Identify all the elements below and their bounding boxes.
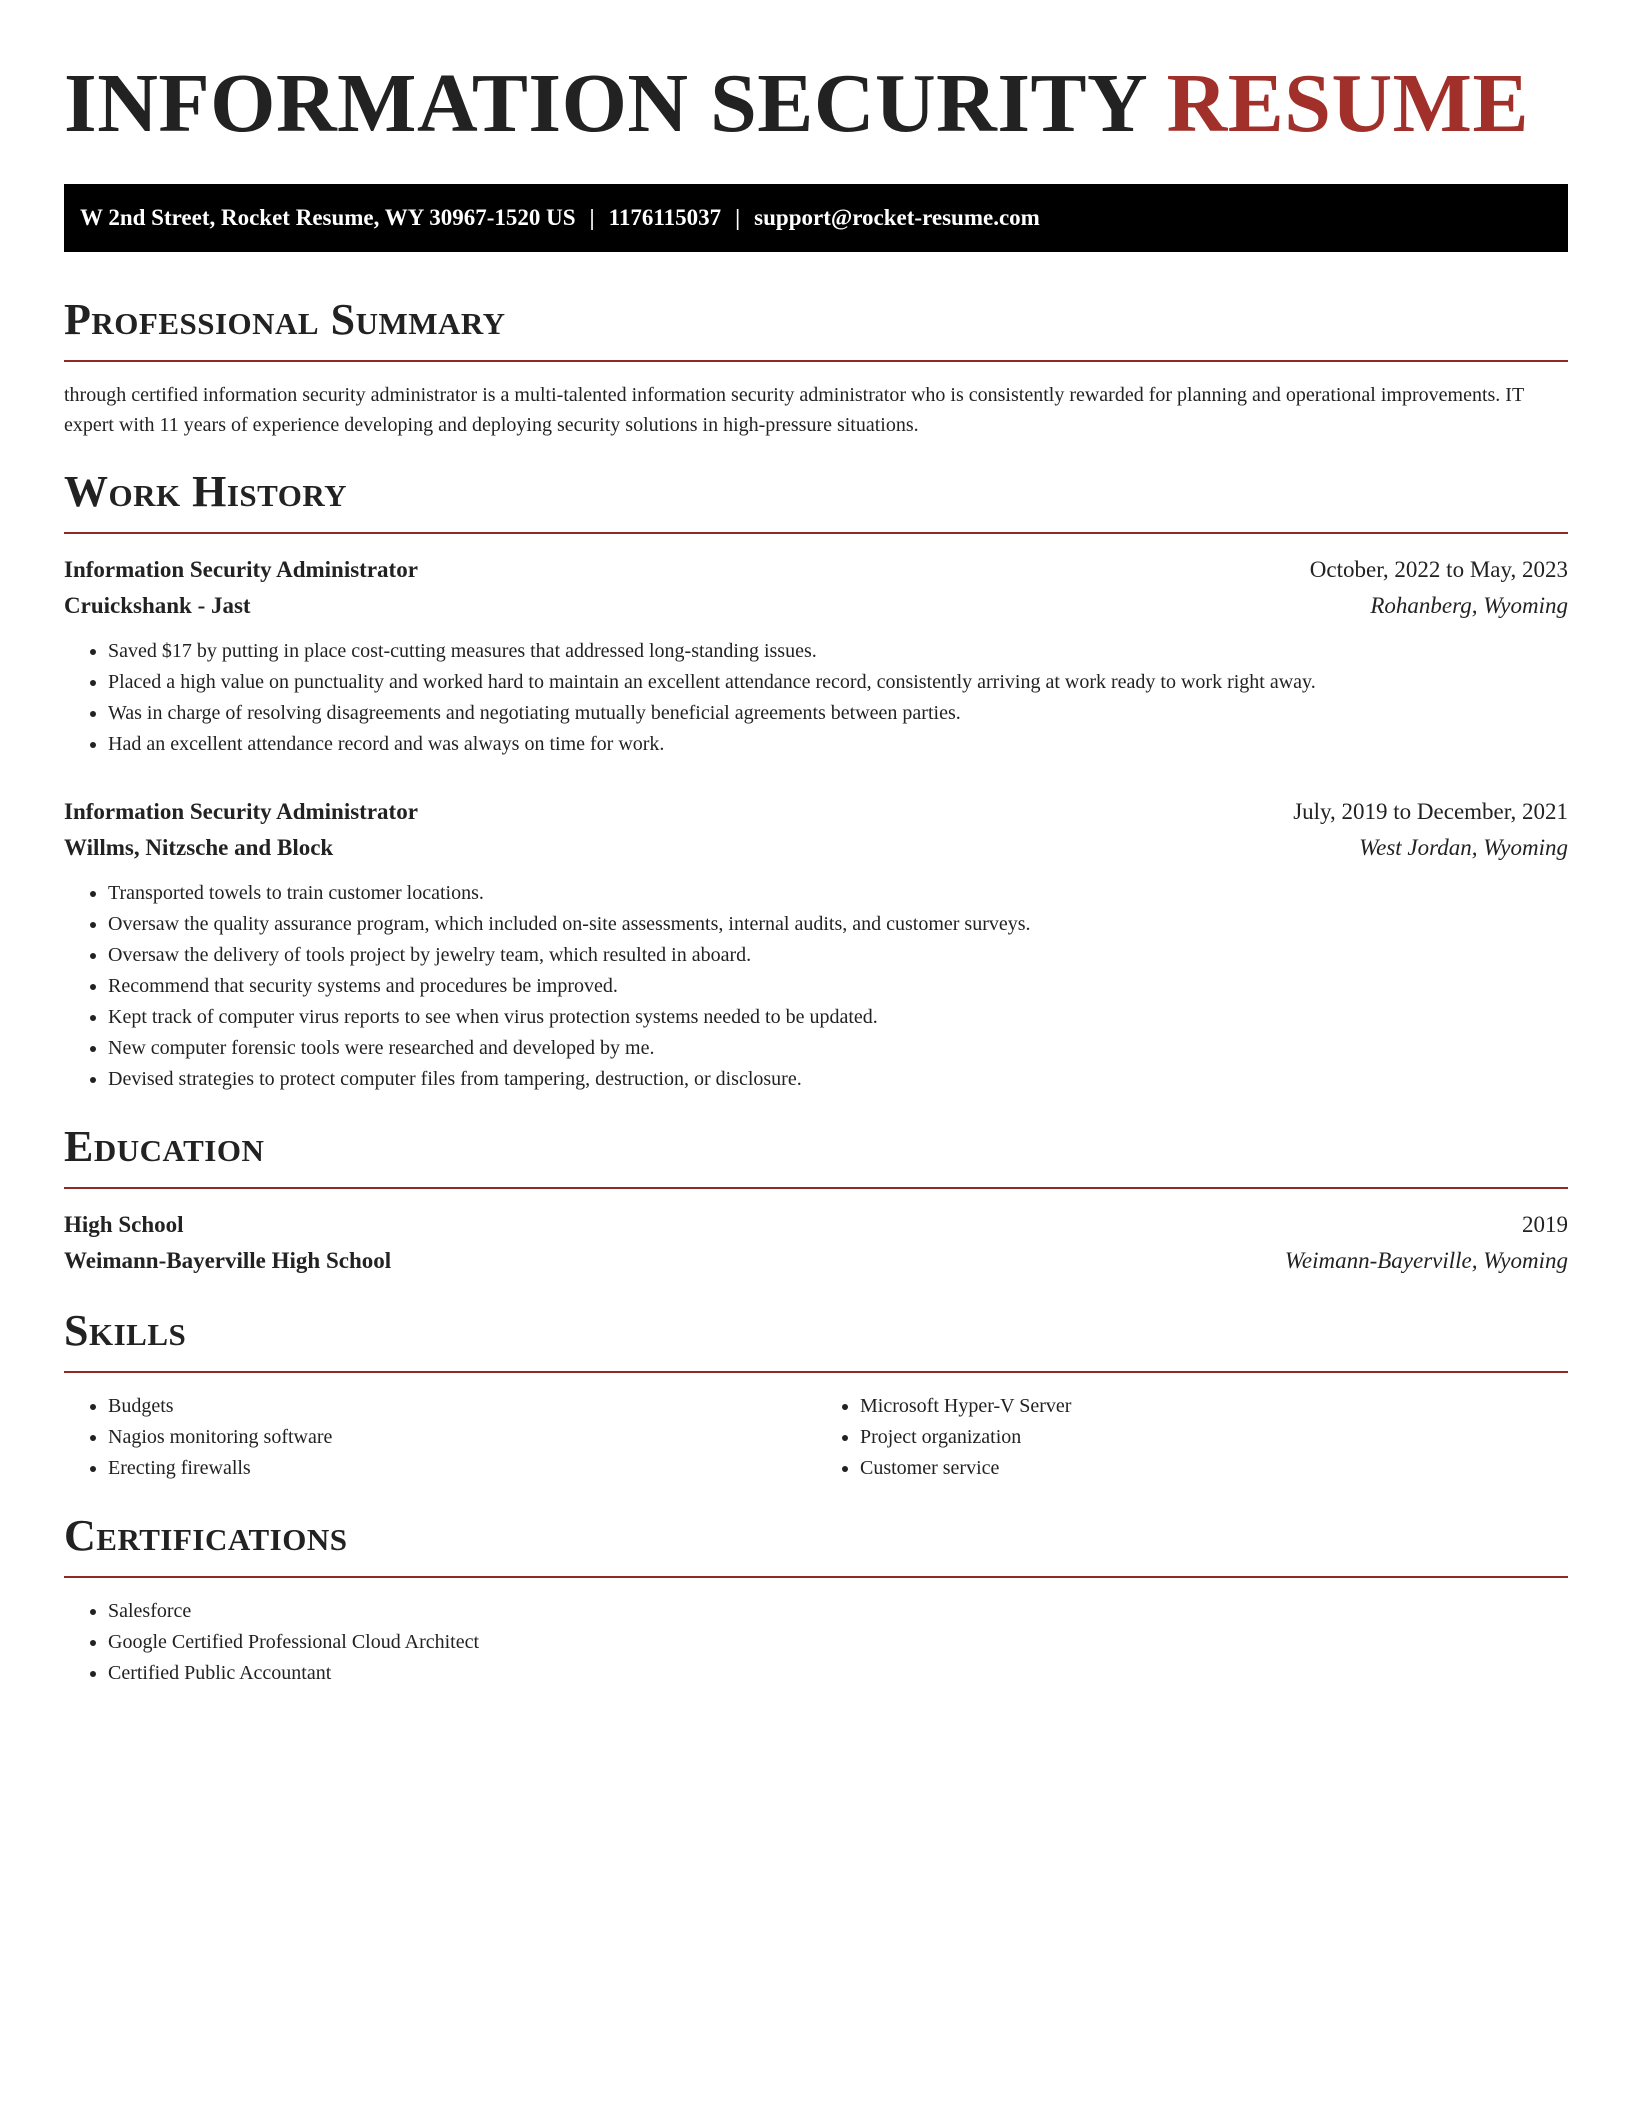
skills-section bbox=[64, 1305, 1568, 1484]
skill-item: • Erecting firewalls bbox=[108, 1453, 816, 1484]
section-divider bbox=[64, 1371, 1568, 1373]
list-item: • Had an excellent attendance record and was always on time for work. bbox=[108, 729, 1568, 760]
education-heading: Education bbox=[64, 1122, 265, 1171]
certifications-heading: Certifications bbox=[64, 1511, 348, 1560]
contact-email[interactable]: support@rocket-resume.com bbox=[754, 205, 1040, 230]
list-item: • Devised strategies to protect computer files from tampering, destruction, or disclosure. bbox=[108, 1064, 1568, 1095]
certification-item: • Certified Public Accountant bbox=[108, 1658, 1568, 1689]
skill-item: • Customer service bbox=[860, 1453, 1568, 1484]
summary-text: through certified information security administrator is a multi-talented information security administrator who is consistently rewarded for planning and operational improvements. IT expert with 11 years of experience developing and deploying security solutions in high-pressure situations. bbox=[64, 384, 1524, 436]
resume-title bbox=[64, 0, 1568, 152]
list-item: • Recommend that security systems and procedures be improved. bbox=[108, 971, 1568, 1002]
job-entry bbox=[64, 552, 1568, 760]
job-duties-list bbox=[64, 636, 1568, 760]
summary-section bbox=[64, 294, 1568, 440]
section-divider bbox=[64, 532, 1568, 534]
education-section bbox=[64, 1121, 1568, 1279]
certifications-section bbox=[64, 1510, 1568, 1689]
job-company-row bbox=[64, 830, 1568, 866]
job-header-row bbox=[64, 794, 1568, 830]
skill-item: • Microsoft Hyper-V Server bbox=[860, 1391, 1568, 1422]
skill-item: • Budgets bbox=[108, 1391, 816, 1422]
job-company: Willms, Nitzsche and Block bbox=[64, 835, 334, 860]
skill-item: • Nagios monitoring software bbox=[108, 1422, 816, 1453]
job-header-row bbox=[64, 552, 1568, 588]
list-item: • Oversaw the delivery of tools project by jewelry team, which resulted in aboard. bbox=[108, 940, 1568, 971]
job-title: Information Security Administrator bbox=[64, 799, 418, 824]
list-item: • Transported towels to train customer locations. bbox=[108, 878, 1568, 909]
list-item: • Oversaw the quality assurance program, which included on-site assessments, internal audits, and customer surveys. bbox=[108, 909, 1568, 940]
list-item: • Kept track of computer virus reports to see when virus protection systems needed to be updated. bbox=[108, 1002, 1568, 1033]
contact-separator: | bbox=[589, 205, 595, 230]
job-location: West Jordan, Wyoming bbox=[1359, 835, 1568, 860]
section-divider bbox=[64, 360, 1568, 362]
job-company-row bbox=[64, 588, 1568, 624]
skills-grid bbox=[64, 1391, 1568, 1484]
work-history-section bbox=[64, 466, 1568, 1095]
education-school: Weimann-Bayerville High School bbox=[64, 1248, 392, 1273]
job-title: Information Security Administrator bbox=[64, 557, 418, 582]
contact-bar bbox=[64, 184, 1568, 252]
certification-item: • Google Certified Professional Cloud Architect bbox=[108, 1627, 1568, 1658]
education-degree: High School bbox=[64, 1212, 184, 1237]
list-item: • Saved $17 by putting in place cost-cutting measures that addressed long-standing issues. bbox=[108, 636, 1568, 667]
job-dates: October, 2022 to May, 2023 bbox=[1309, 557, 1568, 582]
education-school-row bbox=[64, 1243, 1568, 1279]
skills-heading: Skills bbox=[64, 1306, 187, 1355]
education-location: Weimann-Bayerville, Wyoming bbox=[1284, 1248, 1568, 1273]
skill-item: • Project organization bbox=[860, 1422, 1568, 1453]
job-company: Cruickshank - Jast bbox=[64, 593, 251, 618]
section-divider bbox=[64, 1576, 1568, 1578]
job-dates: July, 2019 to December, 2021 bbox=[1293, 799, 1568, 824]
education-year: 2019 bbox=[1522, 1212, 1568, 1237]
contact-separator: | bbox=[735, 205, 741, 230]
certification-item: • Salesforce bbox=[108, 1596, 1568, 1627]
title-main: INFORMATION SECURITY bbox=[64, 57, 1146, 150]
education-header-row bbox=[64, 1207, 1568, 1243]
list-item: • Was in charge of resolving disagreements and negotiating mutually beneficial agreements between parties. bbox=[108, 698, 1568, 729]
section-divider bbox=[64, 1187, 1568, 1189]
work-history-heading: Work History bbox=[64, 467, 348, 516]
job-location: Rohanberg, Wyoming bbox=[1370, 593, 1568, 618]
skills-list-left bbox=[64, 1391, 816, 1484]
contact-address: W 2nd Street, Rocket Resume, WY 30967-1520 US bbox=[80, 205, 576, 230]
job-entry bbox=[64, 794, 1568, 1095]
list-item: • Placed a high value on punctuality and worked hard to maintain an excellent attendance record, consistently arriving at work ready to work right away. bbox=[108, 667, 1568, 698]
certifications-list bbox=[64, 1596, 1568, 1689]
summary-heading: Professional Summary bbox=[64, 295, 506, 344]
job-duties-list bbox=[64, 878, 1568, 1095]
contact-phone: 1176115037 bbox=[608, 205, 722, 230]
skills-list-right bbox=[816, 1391, 1568, 1484]
list-item: • New computer forensic tools were researched and developed by me. bbox=[108, 1033, 1568, 1064]
title-accent: RESUME bbox=[1166, 57, 1529, 150]
